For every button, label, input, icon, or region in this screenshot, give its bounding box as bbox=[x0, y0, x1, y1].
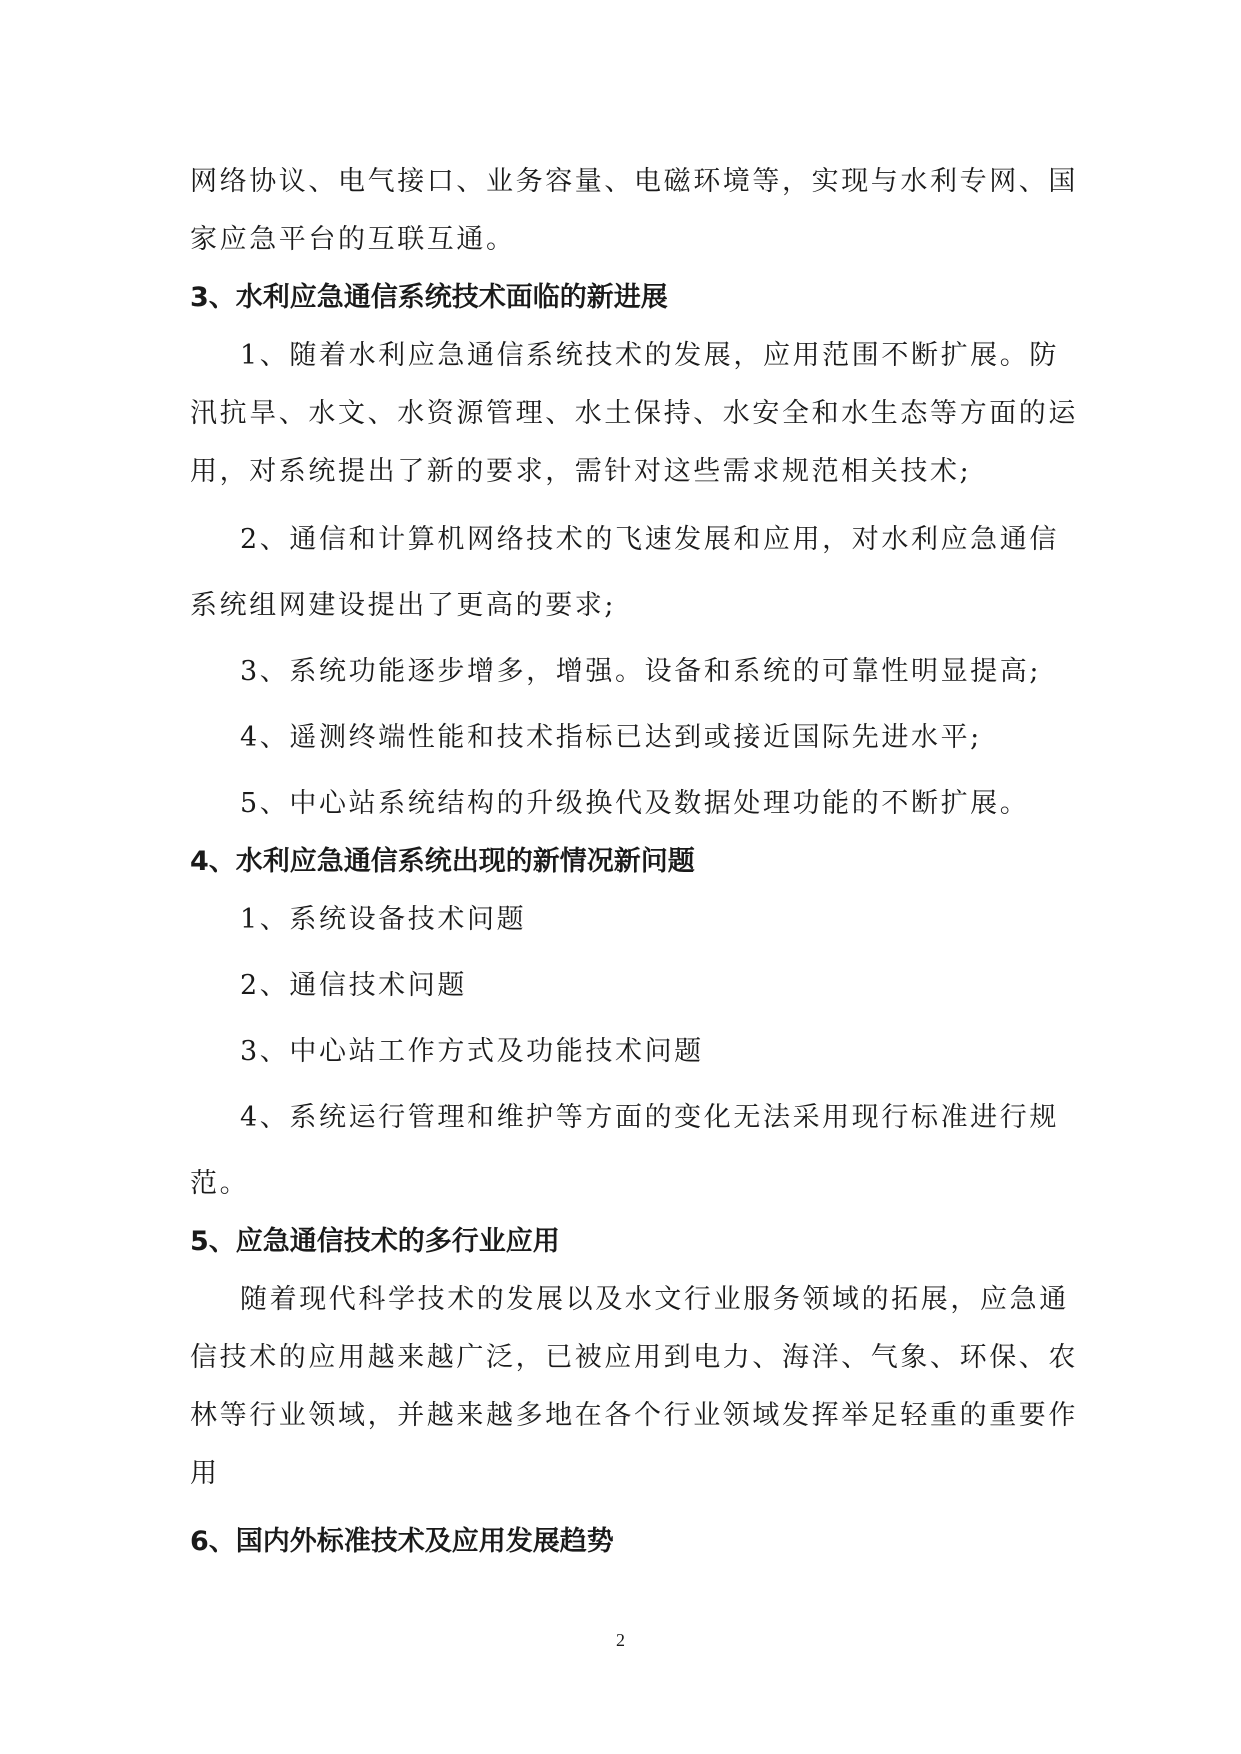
page-number: 2 bbox=[616, 1630, 625, 1650]
paragraph-line: 林等行业领域，并越来越多地在各个行业领域发挥举足轻重的重要作 bbox=[190, 1400, 1078, 1431]
section-heading-3: 3、水利应急通信系统技术面临的新进展 bbox=[190, 282, 668, 313]
section-heading-4: 4、水利应急通信系统出现的新情况新问题 bbox=[190, 846, 695, 877]
paragraph-line: 家应急平台的互联互通。 bbox=[190, 224, 516, 255]
list-item: 2、通信技术问题 bbox=[240, 970, 467, 1001]
paragraph-line: 信技术的应用越来越广泛，已被应用到电力、海洋、气象、环保、农 bbox=[190, 1342, 1078, 1373]
section-heading-6: 6、国内外标准技术及应用发展趋势 bbox=[190, 1526, 614, 1557]
list-item: 3、中心站工作方式及功能技术问题 bbox=[240, 1036, 704, 1067]
paragraph-line: 5、中心站系统结构的升级换代及数据处理功能的不断扩展。 bbox=[240, 788, 1030, 819]
paragraph-line: 用，对系统提出了新的要求，需针对这些需求规范相关技术; bbox=[190, 456, 972, 487]
paragraph-line: 汛抗旱、水文、水资源管理、水土保持、水安全和水生态等方面的运 bbox=[190, 398, 1078, 429]
section-heading-5: 5、应急通信技术的多行业应用 bbox=[190, 1226, 560, 1257]
list-item: 1、系统设备技术问题 bbox=[240, 904, 527, 935]
paragraph-line: 4、遥测终端性能和技术指标已达到或接近国际先进水平; bbox=[240, 722, 982, 753]
paragraph-line: 2、通信和计算机网络技术的飞速发展和应用，对水利应急通信 bbox=[240, 524, 1059, 555]
paragraph-line: 随着现代科学技术的发展以及水文行业服务领域的拓展，应急通 bbox=[240, 1284, 1069, 1315]
paragraph-line: 网络协议、电气接口、业务容量、电磁环境等，实现与水利专网、国 bbox=[190, 166, 1078, 197]
paragraph-line: 1、随着水利应急通信系统技术的发展，应用范围不断扩展。防 bbox=[240, 340, 1059, 371]
paragraph-line: 4、系统运行管理和维护等方面的变化无法采用现行标准进行规 bbox=[240, 1102, 1059, 1133]
paragraph-line: 用 bbox=[190, 1458, 220, 1489]
paragraph-line: 3、系统功能逐步增多，增强。设备和系统的可靠性明显提高; bbox=[240, 656, 1042, 687]
paragraph-line: 系统组网建设提出了更高的要求; bbox=[190, 590, 617, 621]
paragraph-line: 范。 bbox=[190, 1168, 250, 1199]
